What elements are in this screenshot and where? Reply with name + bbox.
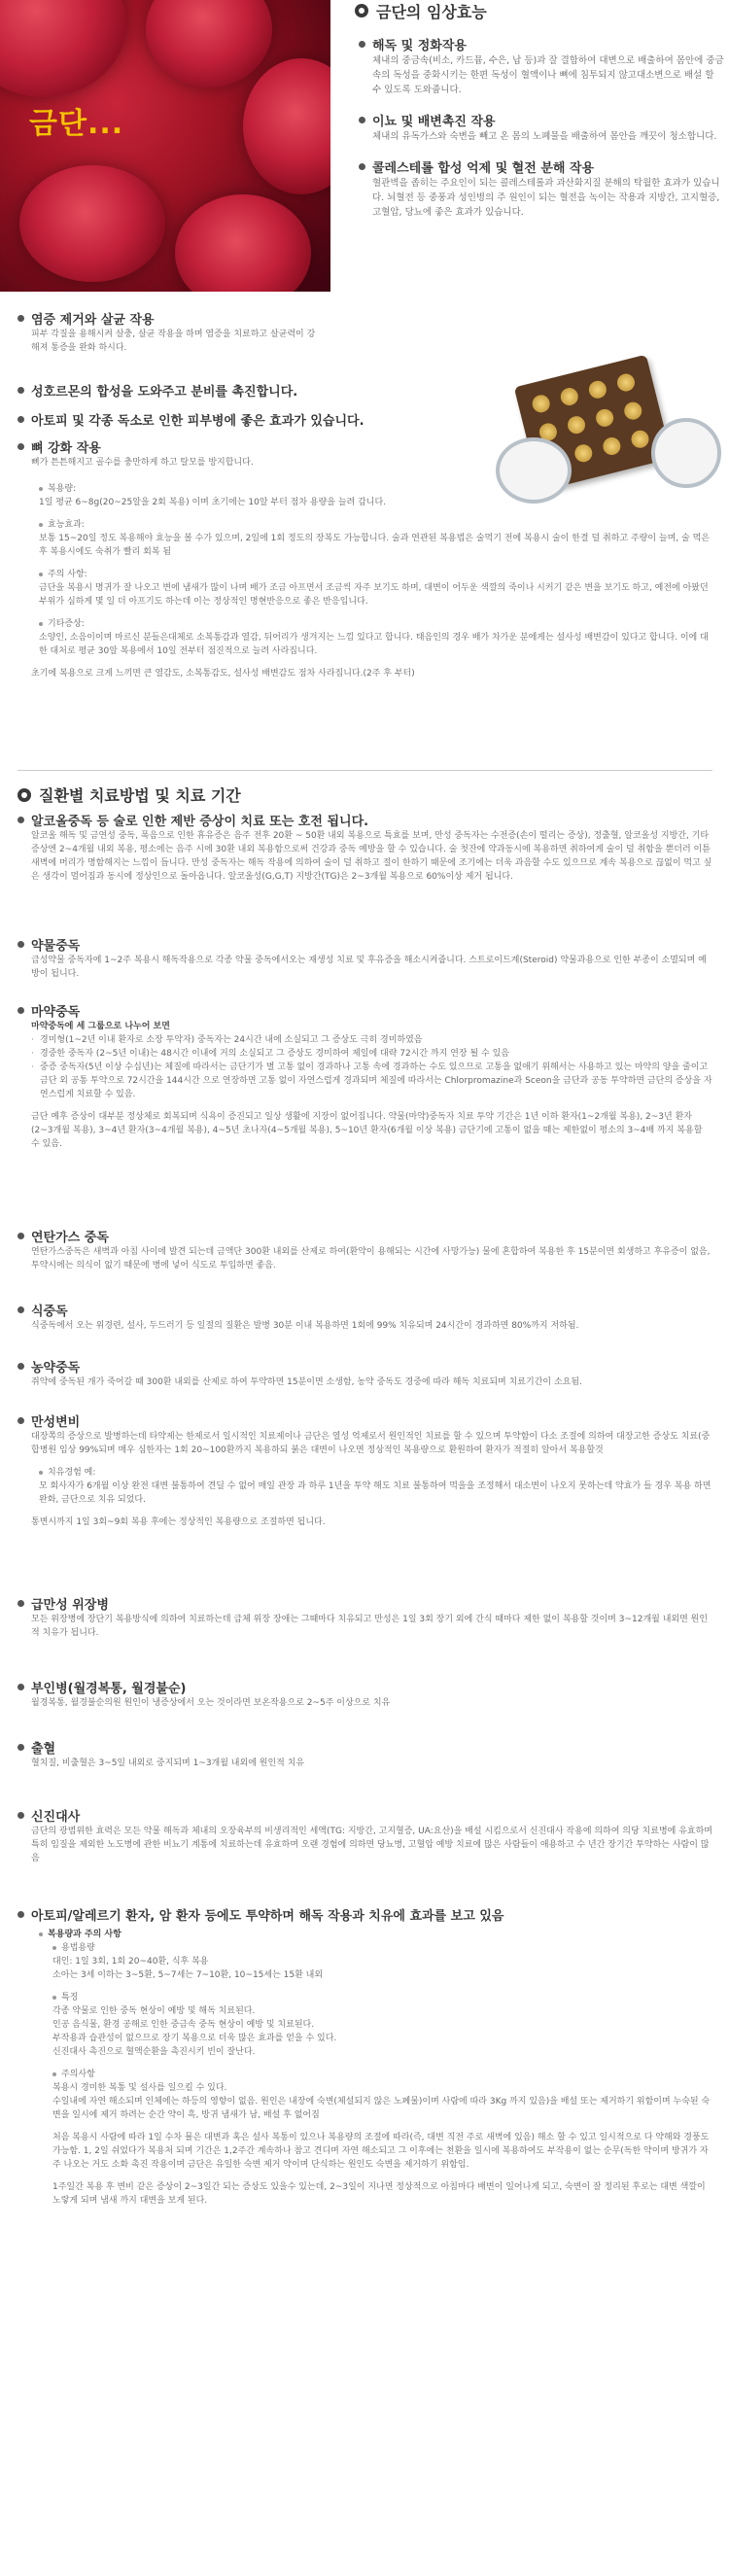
left-item: 염증 제거와 살균 작용 피부 각질을 용해시켜 살충, 살균 작용을 하며 염증을 치료하고 살균력이 강해져 통증을 완화 하시다. bbox=[17, 309, 712, 355]
dot-icon bbox=[17, 387, 24, 394]
list-item: · 경미형(1~2년 이내 환자로 소장 투약자) 중독자는 24시간 내에 소실되고 그 증상도 극히 경미하였음 bbox=[31, 1033, 712, 1047]
dot-icon bbox=[17, 1306, 24, 1313]
treatment-item: 마약중독 마약중독에 세 그룹으로 나누어 보면 · 경미형(1~2년 이내 환자로 소장 투약자) 중독자는 24시간 내에 소실되고 그 증상도 극히 경미하였음 · 경중한 중독자 (2~5년 이내)는 48시간 이내에 거의 소실되고 그 증상도 경미하여 제일에 대략 72시간 까지 연장 될 수 있음 · 중증 중독자(5년 이상 수십년)는 체질에 따라서는 금단기가 별 고통 없이 경과하나 고통 속에 경과하는 수도 있으므로 고통을 없애기 위해서는 사용하고 있는 마약의 양을 줄이고 금단 외 공통 투약으로 72시간을 144시간 으로 연장하면 고통 없이 자연스럽게 경과되며 체질에 따라서는 Chlorpromazine과 Sceon을 금단과 공동 투약하면 금단의 증상을 자연스럽게 치료할 수 있음. 금단 예후 증상이 대부분 정상체로 회복되며 식욕이 증진되고 일상 생활에 지장이 없어집니다. 약물(마약)중독자 치료 투약 기간은 1년 이하 환자(1~2개월 복용), 2~3년 환자(2~3개월 복용), 3~4년 환자(3~4개월 복용), 4~5년 초나자(4~5개월 복용), 5~10년 환자(6개월 이상 복용) 금단기에 고통이 없을 때는 제한없이 평소의 3~4배 까지 복용할 수 있음. bbox=[17, 1001, 712, 1151]
divider bbox=[17, 770, 712, 771]
dot-icon bbox=[17, 315, 24, 322]
dosage-caution-label: 복용량과 주의 사항 bbox=[39, 1928, 712, 1941]
dot-icon bbox=[17, 1007, 24, 1014]
dot-icon bbox=[359, 41, 365, 48]
treatment-item: 약물중독 급성약물 중독자에 1~2주 복용시 해독작용으로 각종 약물 중독에서오는 재생성 치료 및 후유증을 해소시켜줍니다. 스트로이드계(Steroid) 약물과용으로 인한 부종이 소멸되며 예방이 됩니다. bbox=[17, 935, 712, 981]
dot-icon bbox=[17, 817, 24, 823]
effect-item: 이뇨 및 배변촉진 작용 체내의 유독가스와 숙변을 빼고 온 몸의 노폐물을 배출하여 몸안을 깨끗이 청소합니다. bbox=[355, 111, 724, 144]
left-item: 뼈 강화 작용 뼈가 튼튼해지고 골수를 충만하게 하고 탈모를 방지합니다. bbox=[17, 437, 712, 470]
treatment-item: 출혈 혈치질, 비출혈은 3~5일 내외로 중지되며 1~3개월 내외에 원인적 치유 bbox=[17, 1738, 712, 1770]
caution-label: 주의 사항: bbox=[39, 568, 712, 581]
effect-item: 해독 및 정화작용 체내의 중금속(비소, 카드뮴, 수은, 납 등)과 잘 결합하여 대변으로 배출하여 몸안에 중금속의 독성을 중화시키는 한편 독성이 혈액이나 뼈에 침투되지 않고대소변으로 배설 할 수 있도록 도와줍니다. bbox=[355, 35, 724, 97]
treatment-item: 급만성 위장병 모든 위장병에 장단기 복용방식에 의하여 치료하는데 급체 위장 장애는 그때마다 치유되고 만성은 1일 3회 장기 외에 간식 때마다 제한 없이 복용할 것이며 3~12개월 내외면 원인적 치유가 됩니다. bbox=[17, 1594, 712, 1640]
dot-icon bbox=[17, 443, 24, 450]
hero-image bbox=[0, 0, 330, 292]
dot-icon bbox=[17, 1911, 24, 1918]
effect-label: 효능효과: bbox=[39, 518, 712, 532]
blood-cell-graphic bbox=[146, 0, 272, 87]
dot-icon bbox=[359, 117, 365, 123]
dot-icon bbox=[17, 1417, 24, 1424]
blood-cell-graphic bbox=[175, 194, 311, 292]
treatment-item: 농약중독 쥐약에 중독된 개가 죽어갈 때 300환 내외를 산제로 하여 투약하면 15분이면 소생함, 농약 중독도 경중에 따라 해독 치료되며 치료기간이 소요됨. bbox=[17, 1357, 712, 1389]
left-item: 성호르몬의 합성을 도와주고 분비를 촉진합니다. bbox=[17, 381, 712, 400]
list-item: · 중증 중독자(5년 이상 수십년)는 체질에 따라서는 금단기가 별 고통 없이 경과하나 고통 속에 경과하는 수도 있으므로 고통을 없애기 위해서는 사용하고 있는 마약의 양을 줄이고 금단 외 공통 투약으로 72시간을 144시간 으로 연장하면 고통 없이 자연스럽게 경과되며 체질에 따라서는 Chlorpromazine과 Sceon을 금단과 공동 투약하면 금단의 증상을 자연스럽게 치료할 수 있음. bbox=[31, 1061, 712, 1101]
case-label: 치유경험 예: bbox=[39, 1466, 712, 1479]
effects-section bbox=[355, 0, 724, 220]
treatment-item: 부인병(월경복통, 월경불순) 월경복통, 월경불순의원 원인이 냉증상에서 오는 것이라면 보온작용으로 2~5주 이상으로 치유 bbox=[17, 1678, 712, 1710]
dot-icon bbox=[17, 416, 24, 423]
dot-icon bbox=[17, 1744, 24, 1751]
treatment-item: 연탄가스 중독 연탄가스중독은 새벽과 아침 사이에 발견 되는데 금액단 300환 내외를 산제로 하여(환약이 용해되는 시간에 사망가능) 물에 혼합하여 복용한 후 15분이면 회생하고 후유증이 없음, 투약시에는 의식이 없기 때문에 병에 넣어 식도로 투입하면 좋음. bbox=[17, 1227, 712, 1272]
bullet-icon bbox=[17, 788, 31, 802]
dot-icon bbox=[17, 1812, 24, 1819]
dot-icon bbox=[17, 1600, 24, 1607]
dot-icon bbox=[359, 163, 365, 170]
blood-cell-graphic bbox=[0, 0, 126, 97]
effect-item: 콜레스테롤 합성 억제 및 혈전 분해 작용 혈관벽을 좁히는 주요인이 되는 콜레스테롤과 과산화지질 분해의 탁월한 효과가 있습니다. 뇌혈전 등 중풍과 성인병의 주 원인이 되는 혈전을 녹이는 작용과 지방간, 고지혈증, 고혈압, 당뇨에 좋은 효과가 있습니다. bbox=[355, 157, 724, 220]
treatment-item: 신진대사 금단의 광범위한 효력은 모든 약물 해독과 체내의 오장육부의 비생리적인 세액(TG: 지방간, 고지혈증, UA:요산)을 배설 시킴으로서 신진대사 작용에 의하여 의당 치료병에 유효하며 특히 임질을 제외한 노도병에 관한 비뇨기 계통에 치료하는데 유효하며 오랜 경험에 의하면 당뇨병, 고혈압 예방 치료에 많은 사람들이 애용하고 수 년간 장기간 투약하는 사람이 많음 bbox=[17, 1806, 712, 1865]
feature-label: 특징 bbox=[52, 1991, 712, 2004]
dosage-label: 복용량: bbox=[39, 482, 712, 496]
hero-title: 금단... bbox=[29, 107, 124, 141]
dosage-block: 복용량: 1일 평균 6~8g(20~25알을 2회 복용) 이며 초기에는 10알 부터 점차 용량을 늘려 갑니다. 효능효과: 보통 15~20일 정도 복용해야 효능을 볼 수가 있으며, 2일에 1회 정도의 장복도 가능합니다. 술과 연관된 복용법은 술먹기 전에 복용시 술이 한결 덜 취하고 주량이 늘며, 술 먹은 후 복용시에도 숙취가 빨리 회복 됨 주의 사항: 금단을 복용시 명귀가 잘 나오고 변에 냄새가 많이 나며 배가 조금 아프면서 조금씩 자주 보기도 하며, 대변이 어두운 색깔의 죽이나 시커기 같은 변을 보기도 하고, 예전에 아팠던 부위가 심하게 몇 일 더 아프기도 하는데 이는 정상적인 명현반응으로 좋은 반응입니다. 기타증상: 소양인, 소음이이며 마르신 분들은대체로 소복통감과 열감, 뒤어리가 생겨지는 느낌 있다고 합니다. 태음인의 경우 배가 차가운 분에게는 설사성 배변감이 있다고 합니다. 이에 대한 대처로 평균 30알 복용에서 10일 전부터 점진적으로 늘려 사라집니다. 초기에 복용으로 크게 느끼면 큰 열감도, 소복통감도, 설사성 배변감도 점차 사라집니다.(2주 후 부터) bbox=[17, 482, 712, 680]
treatment-item: 만성변비 대장쪽의 증상으로 발병하는데 타약제는 한제로서 일시적인 치료제이나 금단은 열성 억제로서 원인적인 치료를 할 수 있으며 투약함이 다소 조절에 의하여 대장고한 증상도 치료(중합병원 임상 99%되며 매우 심한자는 1회 20~100환까지 복용하되 붉은 대변이 나오면 정상적인 복용량으로 환원하여 환자가 적절히 알아서 복용할것 치유경험 예: 모 회사자가 6개월 이상 완전 대변 불통하여 견딜 수 없어 매일 관장 과 하루 1년을 투약 해도 치료 불통하여 먹을을 조정해서 대소변이 나오지 못하는데 약효가 들 경우 복용 하면 완화, 금단으로 치유 되었다. 통변시까지 1일 3회~9회 복용 후에는 정상적인 복용량으로 조절하면 됩니다. bbox=[17, 1411, 712, 1529]
other-symptom-label: 기타증상: bbox=[39, 617, 712, 631]
dot-icon bbox=[17, 1684, 24, 1690]
dot-icon bbox=[17, 941, 24, 948]
blood-cell-graphic bbox=[243, 58, 330, 194]
bullet-icon bbox=[355, 4, 368, 17]
treatment-item: 식중독 식중독에서 오는 위경련, 설사, 두드러기 등 일절의 질환은 발병 30분 이내 복용하면 1회에 99% 치유되며 24시간이 경과하면 80%까지 저하됨. bbox=[17, 1301, 712, 1333]
dot-icon bbox=[17, 1363, 24, 1370]
treatment-heading: 질환별 치료방법 및 치료 기간 bbox=[17, 783, 241, 806]
caution-label: 주의사항 bbox=[52, 2068, 712, 2081]
list-item: · 경중한 중독자 (2~5년 이내)는 48시간 이내에 거의 소실되고 그 증상도 경미하여 제일에 대략 72시간 까지 연장 될 수 있음 bbox=[31, 1047, 712, 1061]
effects-heading: 금단의 임상효능 bbox=[355, 0, 724, 21]
treatment-item: 알코올중독 등 술로 인한 제반 증상이 치료 또는 호전 됩니다. 알코올 해독 및 금연성 중독, 폭음으로 인한 휴유증은 음주 전후 20환 ~ 50환 내외 복용으로 특효를 보며, 만성 중독자는 수전증(손이 떨리는 증상), 정출혈, 알코올성 지방간, 기타 증상엔 2~4개월 내외 복용, 평소에는 음주 시에 30환 내외 복용함으로써 건강과 중독 예방을 할 수 있습니다. 술 첫잔에 약과동시에 복용하면 취하여게 술이 덜 취함을 뿐더러 이튿 새벽에 머리가 명함해지는 느낌이 듭니다. 만성 중독자는 해독 작용에 의하여 술이 덜 취하고 절이 한하기 때문에 조기에는 더욱 과음할 수도 있으므로 계속 복용으로 끊없이 먹고 싶은 생각이 멀어짐과 동시에 정상인으로 돌아옵니다. 알코올성(G,G,T) 지방간(TG)은 2~3개월 복용으로 60%이상 제거 됩니다. bbox=[17, 811, 712, 884]
blood-cell-graphic bbox=[19, 165, 165, 282]
left-item: 아토피 및 각종 독소로 인한 피부병에 좋은 효과가 있습니다. bbox=[17, 410, 712, 429]
dot-icon bbox=[17, 1233, 24, 1239]
usage-label: 용법용량 bbox=[52, 1941, 712, 1955]
treatment-item: 아토피/알레르기 환자, 암 환자 등에도 투약하며 해독 작용과 치유에 효과를 보고 있음 복용량과 주의 사항 용법용량 대인: 1일 3회, 1회 20~40환, 식후 복용 소아는 3세 이하는 3~5환, 5~7세는 7~10환, 10~15세는 15환 내외 특징 각종 약물로 인한 중독 현상이 예방 및 해독 치료된다. 인공 음식물, 환경 공해로 인한 중금속 중독 현상이 예방 및 치료된다. 부작용과 습관성이 없으므로 장기 복용으로 더욱 많은 효과를 얻을 수 있다. 신진대사 촉진으로 혈액순환을 촉진시키 빈이 잘난다. 주의사항 복용시 경미한 복통 및 설사를 일으킬 수 있다. 수일내에 자연 해소되며 인체에는 하등의 영향이 없음. 원인은 내장에 숙변(체설되지 않은 노폐물)이며 사람에 따라 3Kg 까지 있음)을 배설 또는 제거하기 위함이며 누숙된 숙변을 일시에 제거 하려는 순간 약이 흑, 방귀 냄새가 남, 배설 후 없어짐 처음 복용시 사람에 따라 1일 수차 뮬은 대변과 혹은 설사 복통이 있으나 복용량의 조절에 따라(즉, 대변 직전 주로 새벽에 있음) 해소 할 수 있고 일시적으로 다 약해와 경풍도 가능함. 1, 2일 쉬었다가 복용처 되며 기간은 1,2주간 계속하나 참고 견디며 자연 해소되고 그 이후에는 천환을 일시에 복용하여도 부작용이 없는 순무(독한 약이며 방귀가 자주 나오는 거도 소화 촉진 작용이며 금단은 유일한 숙변 제거 약이며 단식하는 원인도 숙변을 제거하기 위함임. 1주일간 복용 후 변비 같은 증상이 2~3일간 되는 증상도 있을수 있는데, 2~3일이 지나면 정상적으로 아침마다 배변이 일어나게 되고, 숙변이 잘 정리된 후로는 대변 색깔이 노랗게 되며 냄새 까지 대변을 보게 된다. bbox=[17, 1905, 712, 2208]
